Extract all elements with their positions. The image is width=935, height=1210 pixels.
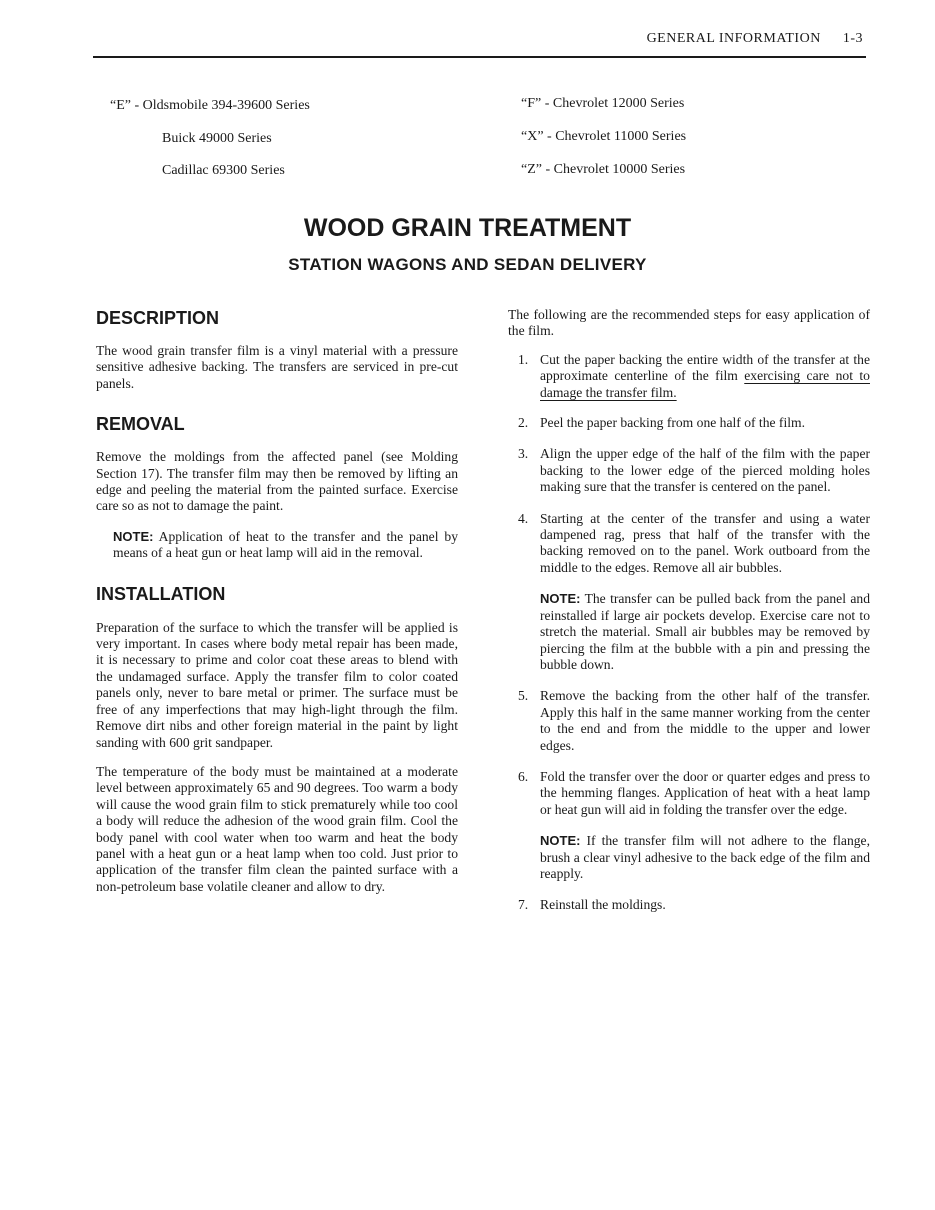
series-code: “X” - [521,129,552,144]
header-rule [93,56,866,58]
series-e-oldsmobile [110,98,310,114]
note-label: NOTE: [113,528,154,544]
step-number: 3. [518,446,529,462]
step-7 [508,897,870,913]
series-text: Chevrolet 12000 Series [552,96,685,111]
step-text: Peel the paper backing from one half of the film. [540,415,805,431]
right-column [508,307,870,914]
running-header [647,31,863,47]
series-code: “Z” - [521,162,551,177]
series-x-chevrolet [521,129,686,145]
installation-paragraph-1: Preparation of the surface to which the transfer will be applied is very important. In cases where body metal repair has been made, it is necessary to prime and color coat these areas to blend with the undamaged surface. Apply the transfer film to color coated panels only, never to bare metal or primer. The surface must be free of any imperfections that may high-light through the film. Remove dirt nibs and other foreign material in the paint by light sanding with 600 grit sandpaper. [96,619,458,750]
series-text: Chevrolet 11000 Series [555,129,687,144]
installation-paragraph-2: The temperature of the body must be maintained at a moderate level between approximately 65 and 90 degrees. Too warm a body will cause the wood grain film to stick prematurely while too cool a body will reduce the adhesion of the wood grain film. Cool the body panel with cool water when too warm and heat the body panel with a heat gun or a heat lamp when too cold. Just prior to application of the transfer film clean the painted surface with a non-petroleum base volatile cleaner and allow to dry. [96,763,458,894]
step-number: 7. [518,897,529,913]
removal-note [96,529,458,562]
note-text: Application of heat to the transfer and the panel by means of a heat gun or heat lamp will aid in the removal. [113,528,458,561]
removal-heading: REMOVAL [96,414,185,435]
step-number: 2. [518,415,529,431]
step-number: 5. [518,688,529,704]
step-6-note [508,833,870,882]
step-text: Cut the paper backing the entire width of the transfer at the approximate centerline of the film [540,351,870,384]
step-4-note [508,591,870,673]
series-cadillac [162,163,285,179]
series-code: “F” - [521,96,550,111]
page-subtitle: STATION WAGONS AND SEDAN DELIVERY [288,255,647,274]
page-title: WOOD GRAIN TREATMENT [303,214,632,242]
page-number: 1-3 [842,31,863,46]
series-text: Chevrolet 10000 Series [553,162,686,177]
series-z-chevrolet [521,162,685,178]
step-1 [508,352,870,401]
step-4 [508,511,870,577]
steps-intro: The following are the recommended steps for easy application of the film. [508,307,870,339]
installation-heading: INSTALLATION [96,583,226,604]
note-text: If the transfer film will not adhere to the flange, brush a clear vinyl adhesive to the back edge of the film and reapply. [540,833,870,881]
series-buick [162,131,272,147]
series-code: “E” - [110,98,140,113]
note-label: NOTE: [540,591,581,607]
step-text: Align the upper edge of the half of the film with the paper backing to the lower edge of the pierced molding holes making sure that the transfer is centered on the panel. [540,446,870,495]
step-3 [508,446,870,495]
series-f-chevrolet [521,96,684,112]
step-text: Reinstall the moldings. [540,897,666,913]
series-text: Cadillac 69300 Series [162,163,285,178]
step-2 [508,415,870,431]
header-section: GENERAL INFORMATION [646,31,821,46]
step-text: Fold the transfer over the door or quarter edges and press to the hemming flanges. Application of heat with a heat lamp or heat gun will aid in folding the transfer over the edge. [540,768,870,817]
removal-paragraph: Remove the moldings from the affected panel (see Molding Section 17). The transfer film may then be removed by lifting an edge and peeling the material from the painted surface. Exercise care so as not to damage the paint. [96,449,458,514]
series-text: Oldsmobile 394-39600 Series [142,98,310,113]
description-heading: DESCRIPTION [96,308,220,328]
series-text: Buick 49000 Series [162,131,272,146]
description-paragraph: The wood grain transfer film is a vinyl material with a pressure sensitive adhesive backing. The transfers are serviced in pre-cut panels. [96,343,458,391]
note-label: NOTE: [540,833,581,849]
step-number: 4. [518,510,529,526]
left-column [96,308,458,895]
step-number: 6. [518,768,529,784]
step-6 [508,769,870,818]
step-text: Starting at the center of the transfer and using a water dampened rag, press that half of the transfer with the backing removed on to the panel. Work outboard from the middle to the edges. Remove all air bubbles. [540,510,870,575]
step-5 [508,688,870,754]
note-text: The transfer can be pulled back from the panel and reinstalled if large air pockets develop. Exercise care not to stretch the material. Small air bubbles may be removed by piercing the film at the bubble with a pin and pressing the bubble down. [540,591,870,672]
step-number: 1. [518,351,529,367]
step-underlined-text: exercising care not to damage the transfer film. [540,368,870,400]
step-text: Remove the backing from the other half of the transfer. Apply this half in the same manner working from the center to the end and from the middle to the upper and lower edges. [540,688,870,753]
